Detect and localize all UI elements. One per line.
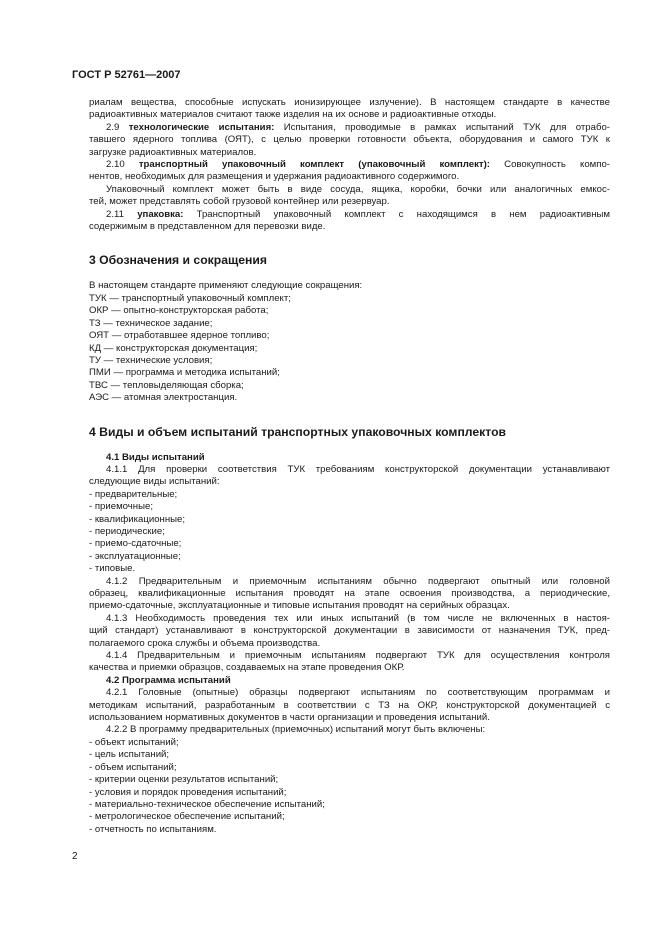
subsection-4-1-title: 4.1 Виды испытаний: [106, 451, 205, 463]
term-title: технологические испытания:: [128, 121, 275, 133]
standard-code-header: ГОСТ Р 52761—2007: [72, 69, 181, 81]
list-item: ТУ — технические условия;: [89, 354, 213, 366]
clause-4-1-2: 4.1.2 Предварительным и приемочным испытаниям обычно подвергают опытный или головной образец, квалификационные испытания проводят на этапе освоения производства, а периодические, приемо-сдаточные, эксплуатационные и типовые испытания проводят на серийных образцах.: [89, 575, 610, 612]
section-3-intro: В настоящем стандарте применяют следующие сокращения:: [89, 280, 363, 292]
list-item: - периодические;: [89, 525, 165, 537]
term-note: Упаковочный комплект может быть в виде сосуда, ящика, коробки, бочки или аналогичных емкос- тей, может представлять собой грузовой контейнер или резервуар.: [89, 183, 610, 208]
clause-4-1-1: 4.1.1 Для проверки соответствия ТУК требованиям конструкторской документации устанавливают следующие виды испытаний:: [89, 463, 610, 488]
list-item: - цель испытаний;: [89, 749, 170, 761]
list-item: ПМИ — программа и методика испытаний;: [89, 367, 280, 379]
clause-4-1-3: 4.1.3 Необходимость проведения тех или иных испытаний (в том числе не включенных в настоя- щий стандарт) устанавливают в конструкторской документации в зависимости от назначения ТУК, пред- полагаемого срока службы и объема производства.: [89, 612, 610, 649]
test-kinds-list: [89, 489, 610, 576]
list-item: - типовые.: [89, 563, 136, 575]
list-item: - квалификационные;: [89, 513, 186, 525]
term-title: упаковка:: [137, 208, 184, 220]
intro-paragraph: риалам вещества, способные испускать ионизирующее излучение). В настоящем стандарте в качестве радиоактивных материалов считают также изделия на их основе и радиоактивные отходы.: [89, 97, 610, 121]
list-item: АЭС — атомная электростанция.: [89, 392, 238, 404]
abbreviation-list: [89, 293, 610, 405]
list-item: - метрологическое обеспечение испытаний;: [89, 811, 285, 823]
page-number: 2: [72, 851, 78, 862]
list-item: - материально-техническое обеспечение испытаний;: [89, 798, 325, 810]
list-item: - критерии оценки результатов испытаний;: [89, 774, 279, 786]
section-4-title: 4 Виды и объем испытаний транспортных упаковочных комплектов: [89, 424, 507, 439]
list-item: КД — конструкторская документация;: [89, 342, 258, 354]
clause-4-2-1: 4.2.1 Головные (опытные) образцы подвергают испытаниям по соответствующим программам и методикам испытаний, разработанным в соответствии с ТЗ на ОКР, конструкторской документацией с использованием нормативных документов в части организации и проведения испытаний.: [89, 687, 610, 724]
list-item: ТВС — тепловыделяющая сборка;: [89, 379, 244, 391]
document-body: [89, 97, 610, 836]
list-item: - предварительные;: [89, 488, 178, 500]
list-item: - эксплуатационные;: [89, 550, 181, 562]
clause-4-2-2: 4.2.2 В программу предварительных (приемочных) испытаний могут быть включены:: [106, 724, 486, 736]
term-2-9: 2.9 технологические испытания: Испытания, проводимые в рамках испытаний ТУК для отрабо- тавшего ядерного топлива (ОЯТ), с целью проверки готовности объекта, оборудования и самого ТУК к загрузке радиоактивных материалов.: [89, 121, 610, 158]
list-item: - объем испытаний;: [89, 761, 177, 773]
program-contents-list: [89, 737, 610, 836]
term-2-10: 2.10 транспортный упаковочный комплект (упаковочный комплект): Совокупность компо- нентов, необходимых для размещения и удержания радиоактивного содержимого.: [89, 159, 611, 183]
list-item: ОЯТ — отработавшее ядерное топливо;: [89, 330, 270, 342]
list-item: - отчетность по испытаниям.: [89, 823, 217, 835]
term-2-11: 2.11 упаковка: Транспортный упаковочный комплект с находящимся в нем радиоактивным содержимым в представленном для перевозки виде.: [89, 208, 610, 233]
list-item: ОКР — опытно-конструкторская работа;: [89, 305, 269, 317]
list-item: - приемочные;: [89, 501, 153, 513]
subsection-4-2-title: 4.2 Программа испытаний: [106, 674, 231, 686]
list-item: - приемо-сдаточные;: [89, 538, 182, 550]
list-item: ТУК — транспортный упаковочный комплект;: [89, 292, 291, 304]
list-item: ТЗ — техническое задание;: [89, 317, 213, 329]
list-item: - объект испытаний;: [89, 736, 179, 748]
section-3-title: 3 Обозначения и сокращения: [89, 253, 268, 268]
term-title: транспортный упаковочный комплект (упаковочный комплект):: [138, 159, 490, 171]
list-item: - условия и порядок проведения испытаний;: [89, 786, 287, 798]
clause-4-1-4: 4.1.4 Предварительным и приемочным испытаниям подвергают ТУК для осуществления контроля качества и приемки образцов, создаваемых на этапе проведения ОКР.: [89, 650, 610, 674]
